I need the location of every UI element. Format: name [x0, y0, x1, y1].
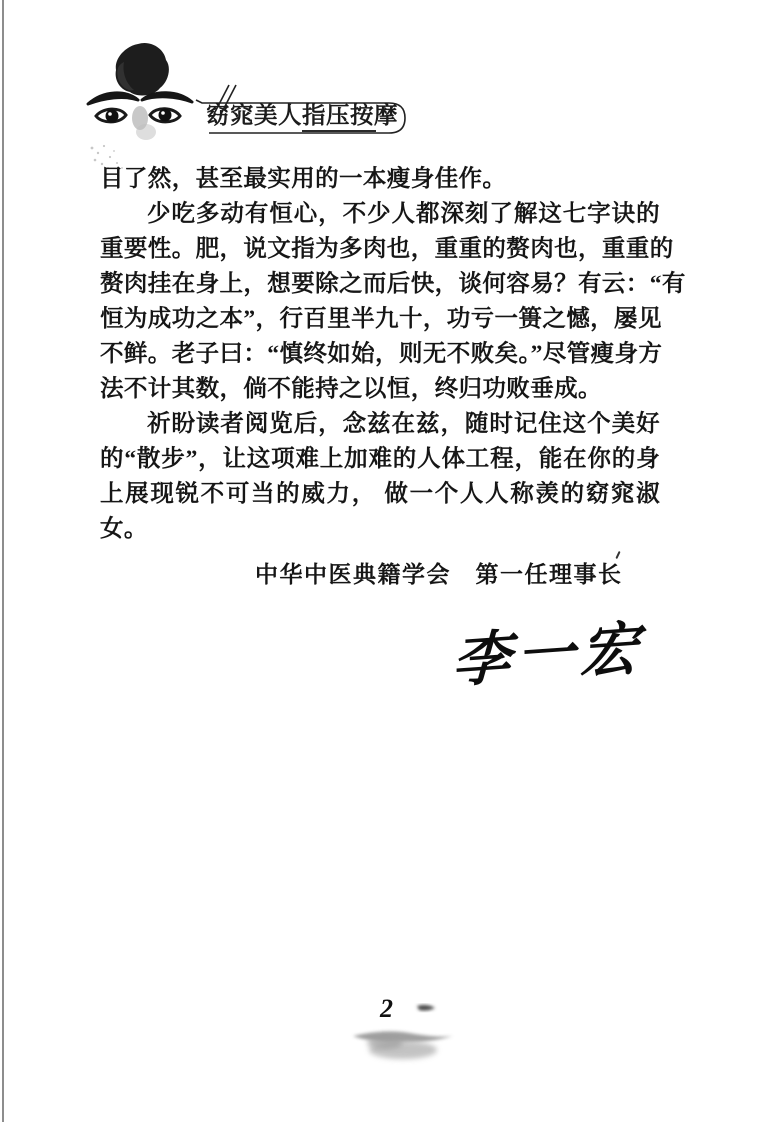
body-line: 重要性。肥，说文指为多肉也，重重的赘肉也，重重的 [100, 236, 674, 262]
scan-edge-line [2, 0, 4, 1122]
title-underline [302, 130, 376, 132]
eyes-graphic-icon [84, 40, 196, 172]
body-line: 不鲜。老子曰：“慎终如始，则无不败矣。”尽管瘦身方 [100, 341, 663, 367]
body-line: 祈盼读者阅览后，念兹在兹，随时记住这个美好 [147, 411, 660, 437]
body-line: 目了然，甚至最实用的一本瘦身佳作。 [100, 166, 507, 192]
body-line: 少吃多动有恒心，不少人都深刻了解这七字诀的 [147, 201, 660, 227]
book-title: 窈窕美人指压按摩 [206, 103, 398, 129]
body-line: 的“散步”，让这项难上加难的人体工程，能在你的身 [100, 446, 660, 472]
body-line: 法不计其数，倘不能持之以恒，终归功败垂成。 [100, 376, 602, 402]
attribution-line: 中华中医典籍学会 第一任理事长 [255, 562, 623, 587]
body-line: 赘肉挂在身上，想要除之而后快，谈何容易？有云：“有 [100, 271, 686, 297]
body-line: 上展现锐不可当的威力， 做一个人人称羡的窈窕淑 [100, 481, 660, 507]
body-line: 女。 [100, 516, 148, 542]
signature: 李一宏 [451, 615, 645, 695]
lips-smudge-icon [345, 998, 475, 1068]
page-number: 2 [380, 994, 393, 1023]
body-line: 恒为成功之本”，行百里半九十，功亏一篑之憾，屡见 [100, 306, 662, 332]
body-text [100, 162, 686, 547]
chapter-badge [193, 80, 423, 142]
